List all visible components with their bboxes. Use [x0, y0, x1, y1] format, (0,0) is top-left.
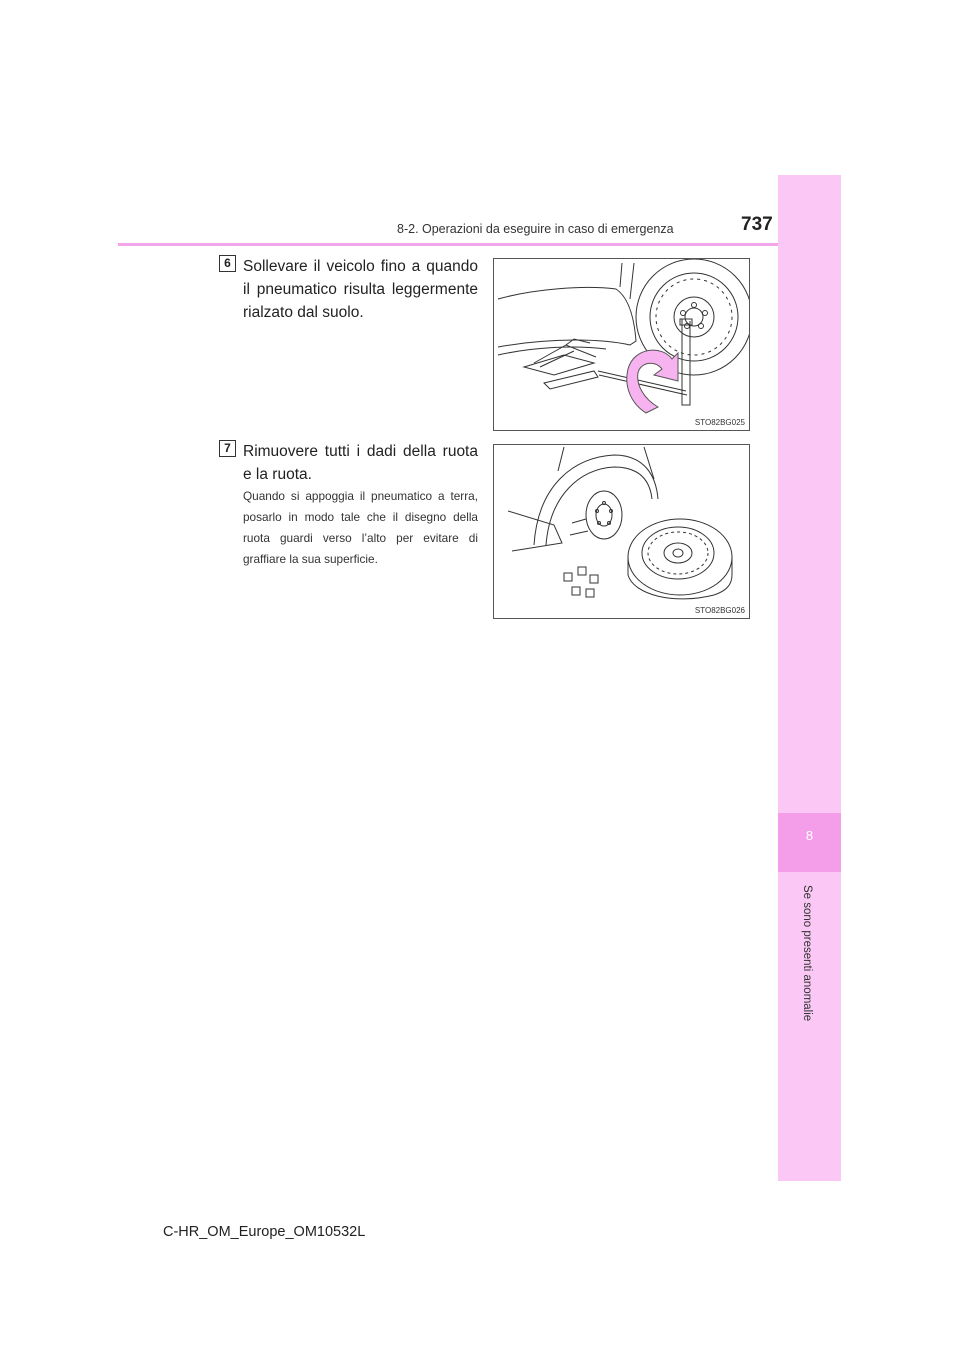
chapter-title: Se sono presenti anomalie: [801, 885, 813, 1022]
document-id: C-HR_OM_Europe_OM10532L: [163, 1224, 366, 1240]
step-instruction: Rimuovere tutti i dadi della ruota e la ruota.: [243, 443, 478, 483]
wheel-nut-icons: [564, 567, 598, 597]
wheel-removal-illustration: [493, 444, 750, 619]
jack-illustration-drawing: [494, 259, 749, 430]
step-note: Quando si appoggia il pneumatico a terra, posarlo in modo tale che il disegno della ruota guardi verso l’alto per evitare di graffiare la sua superficie.: [243, 489, 478, 566]
step-number-badge: 7: [219, 440, 236, 457]
section-title: 8-2. Operazioni da eseguire in caso di emergenza: [397, 222, 674, 236]
rotation-arrow-icon: [627, 350, 678, 413]
step-number-badge: 6: [219, 255, 236, 272]
step-instruction: Sollevare il veicolo fino a quando il pneumatico risulta leggermente rialzato dal suolo.: [243, 258, 478, 321]
page-number: 737: [741, 214, 773, 235]
chapter-tab: [778, 175, 841, 1181]
figure-code: STO82BG025: [694, 418, 745, 427]
header-divider: [118, 243, 778, 246]
chapter-number: 8: [805, 828, 814, 843]
wheel-removal-drawing: [494, 445, 749, 618]
jack-lifting-illustration: [493, 258, 750, 431]
figure-code: STO82BG026: [694, 606, 745, 615]
